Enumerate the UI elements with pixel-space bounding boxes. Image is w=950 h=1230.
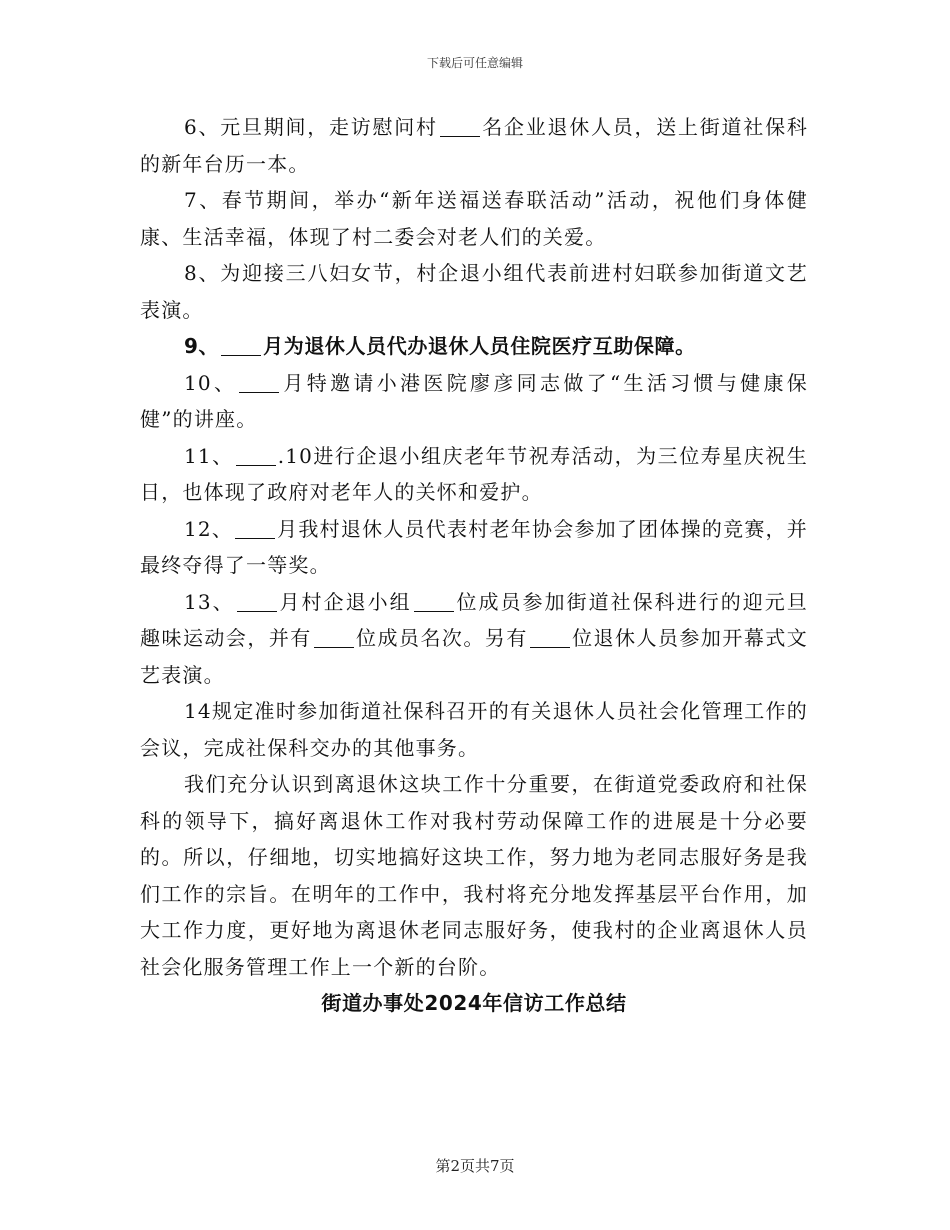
fill-blank: [314, 627, 354, 648]
paragraph-text: 6、元旦期间，走访慰问村: [184, 115, 438, 139]
paragraph-text: 月我村退休人员代表村老年协会参加了团体操的竞赛，并最终夺得了一等奖。: [140, 516, 808, 577]
section-title: 街道办事处2024年信访工作总结: [321, 991, 627, 1015]
fill-blank: [440, 116, 480, 137]
paragraph-text: 月特邀请小港医院廖彦同志做了“生活习惯与健康保健”的讲座。: [140, 370, 808, 431]
paragraph-item-7: [140, 182, 808, 255]
fill-blank: [236, 445, 276, 466]
paragraph-item-8: [140, 255, 808, 328]
fill-blank: [221, 335, 261, 356]
paragraph-text: 14规定准时参加街道社保科召开的有关退休人员社会化管理工作的会议，完成社保科交办的其他事务。: [140, 699, 808, 760]
paragraph-text: 我们充分认识到离退休这块工作十分重要，在街道党委政府和社保科的领导下，搞好离退休工作对我村劳动保障工作的进展是十分必要的。所以，仔细地，切实地搞好这块工作，努力地为老同志服好务是我们工作的宗旨。在明年的工作中，我村将充分地发挥基层平台作用，加大工作力度，更好地为离退休老同志服好务，使我村的企业离退休人员社会化服务管理工作上一个新的台阶。: [140, 772, 808, 979]
paragraph-text: 11、: [184, 443, 234, 468]
paragraph-text: 7、春节期间，举办“新年送福送春联活动”活动，祝他们身体健康、生活幸福，体现了村二委会对老人们的关爱。: [140, 188, 808, 249]
page-number: 第2页共7页: [435, 1157, 515, 1175]
paragraph-text: 月村企退小组: [278, 589, 412, 614]
paragraph-text: 8、为迎接三八妇女节，村企退小组代表前进村妇联参加街道文艺表演。: [140, 261, 808, 322]
paragraph-text: 位退休人员参加开幕式文艺表演。: [140, 626, 808, 687]
paragraph-text: 位成员名次。另有: [355, 626, 528, 650]
paragraph-text: 名企业退休人员，送上街道社保科的新年台历一本。: [140, 115, 809, 176]
fill-blank: [414, 591, 454, 612]
paragraph-text: 9、: [184, 334, 220, 358]
paragraph-item-10: [140, 365, 808, 438]
paragraph-text: .10进行企退小组庆老年节祝寿活动，为三位寿星庆祝生日，也体现了政府对老年人的关怀和爱护。: [140, 443, 808, 504]
paragraph-item-12: [140, 511, 808, 584]
document-body: [140, 109, 808, 1022]
paragraph-text: 12、: [184, 516, 234, 541]
paragraph-text: 位成员参加街道社保科进行的迎元旦趣味运动会，并有: [140, 589, 808, 650]
paragraph-item-13: [140, 584, 808, 694]
paragraph-text: 月为退休人员代办退休人员住院医疗互助保障。: [263, 334, 696, 358]
paragraph-item-14: [140, 693, 808, 766]
paragraph-text: 13、: [184, 589, 235, 614]
fill-blank: [530, 627, 570, 648]
fill-blank: [237, 591, 277, 612]
paragraph-item-6: [140, 109, 808, 182]
fill-blank: [239, 372, 279, 393]
fill-blank: [235, 518, 275, 539]
paragraph-item-9: [140, 328, 808, 365]
paragraph-item-11: [140, 438, 808, 511]
page-header: 下载后可任意编辑: [426, 56, 523, 70]
paragraph-text: 10、: [184, 370, 238, 395]
paragraph-summary: [140, 766, 808, 985]
